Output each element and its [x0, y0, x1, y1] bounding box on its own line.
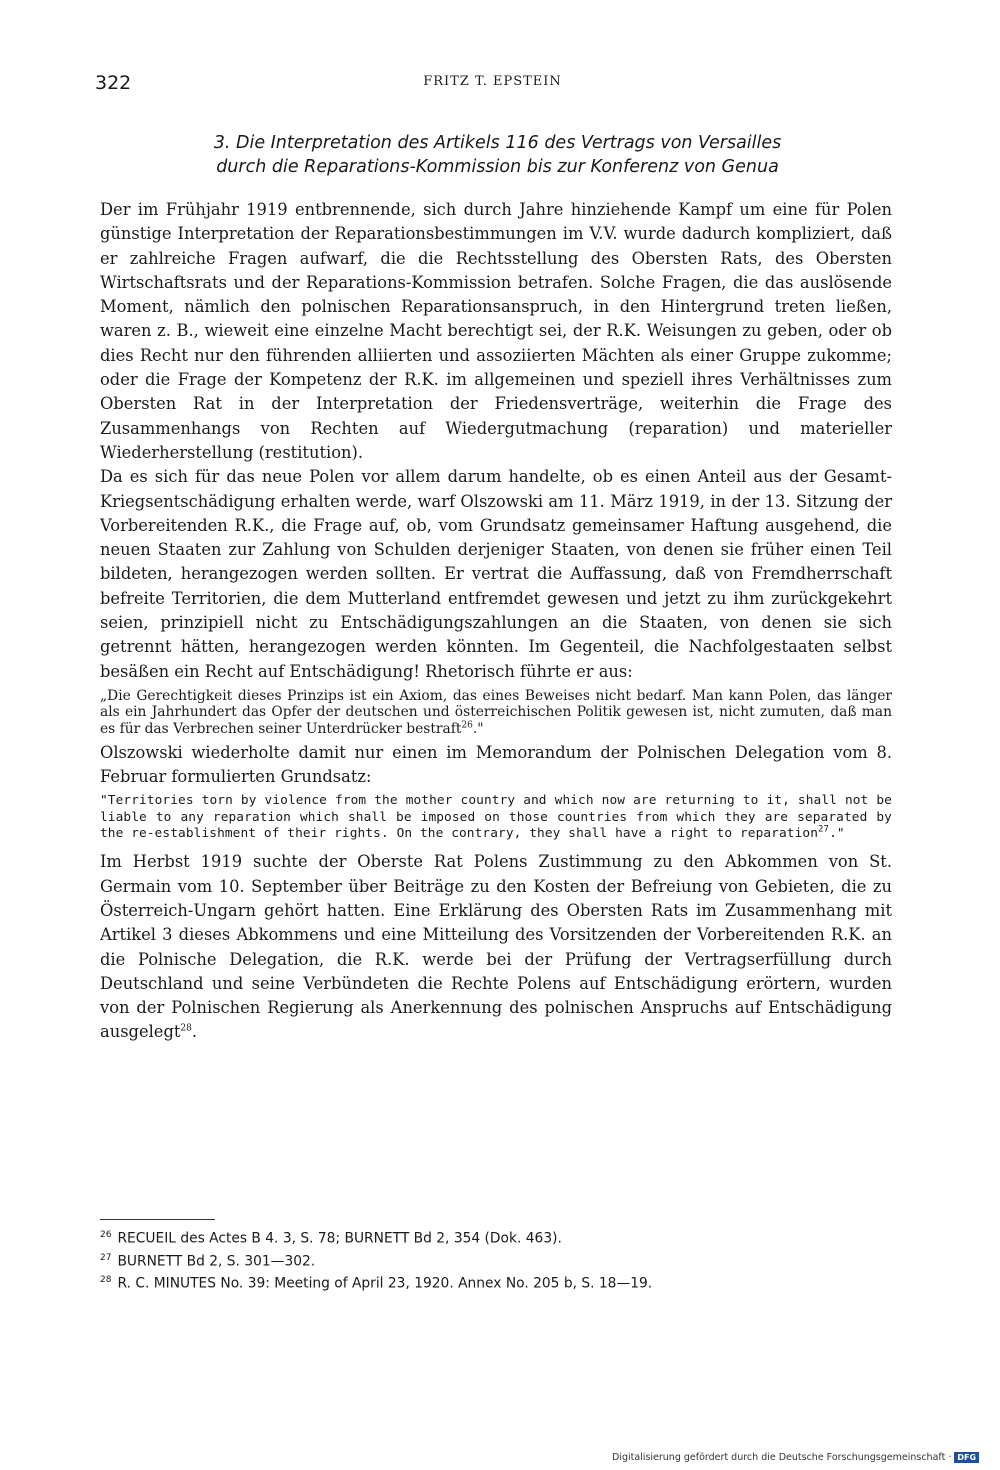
dfg-logo: DFG: [954, 1452, 979, 1463]
quote-2-end: .": [829, 826, 845, 842]
footnote-divider: [100, 1219, 215, 1220]
quote-2-text: "Territories torn by violence from the mother country and which now are returning to it, shall not be liable to any reparation which shall be imposed on those countries from which they are separated by the re-establishment of their rights. On the contrary, they shall have a right to reparation: [100, 793, 892, 842]
paragraph-3: Olszowski wiederholte damit nur einen im Memorandum der Polnischen Delegation vom 8. Februar formulierten Grundsatz:: [100, 742, 892, 787]
footnote-ref-28: 28: [180, 1023, 192, 1034]
footnote-text: R. C. MINUTES No. 39: Meeting of April 23, 1920. Annex No. 205 b, S. 18—19.: [117, 1275, 653, 1292]
funding-text: Digitalisierung gefördert durch die Deutsche Forschungsgemeinschaft ·: [612, 1452, 952, 1463]
paragraph-4-text: Im Herbst 1919 suchte der Oberste Rat Polens Zustimmung zu den Abkommen von St. Germain vom 10. September über Beiträge zu den Kosten der Befreiung von Gebieten, die zu Österreich-Ungarn gehört hatten. Eine Erklärung des Obersten Rats im Zusammenhang mit Artikel 3 dieses Abkommens und eine Mitteilung des Vorsitzenden der Vorbereitenden R.K. an die Polnische Delegation, die R.K. werde bei der Prüfung der Vertragserfüllung durch Deutschland und seine Verbündeten die Rechte Polens auf Entschädigung erörtern, wurden von der Polnischen Regierung als Anerkennung des polnischen Anspruchs auf Entschädigung ausgelegt: [100, 852, 892, 1042]
section-title-line-1: 3. Die Interpretation des Artikels 116 des Vertrags von Versailles: [213, 133, 782, 153]
footnote-number: 26: [100, 1230, 112, 1240]
paragraph-4-end: .: [191, 1022, 198, 1042]
footnote-ref-27: 27: [818, 824, 830, 835]
block-quote-english: [100, 793, 892, 842]
funding-notice: [612, 1452, 979, 1463]
section-title-line-2: durch die Reparations-Kommission bis zur Konferenz von Genua: [216, 157, 779, 177]
block-quote-german: [100, 688, 892, 737]
footnote-text: BURNETT Bd 2, S. 301—302.: [117, 1253, 316, 1270]
quote-1-text: „Die Gerechtigkeit dieses Prinzips ist ein Axiom, das eines Beweises nicht bedarf. Man kann Polen, das länger als ein Jahrhundert das Opfer der deutschen und österreichischen Politik gewesen ist, nicht zumuten, daß man es für das Verbrechen seiner Unterdrücker bestraft: [100, 687, 892, 737]
paragraph-2: Da es sich für das neue Polen vor allem darum handelte, ob es einen Anteil aus der Gesamt-Kriegsentschädigung erhalten werde, warf Olszowski am 11. März 1919, in der 13. Sitzung der Vorbereitenden R.K., die Frage auf, ob, vom Grundsatz gemeinsamer Haftung ausgehend, die neuen Staaten zur Zahlung von Schulden derjeniger Staaten, von denen sie früher einen Teil bildeten, herangezogen werden sollten. Er vertrat die Auffassung, daß von Fremdherrschaft befreite Territorien, die dem Mutterland entfremdet gewesen und jetzt zu ihm zurückgekehrt seien, prinzipiell nicht zu Entschädigungszahlungen an die Staaten, von denen sie sich getrennt hätten, herangezogen werden könnten. Im Gegenteil, die Nachfolgestaaten selbst besäßen ein Recht auf Entschädigung! Rhetorisch führte er aus:: [100, 467, 892, 681]
footnotes: [100, 1226, 890, 1294]
footnote-ref-26: 26: [461, 719, 473, 730]
page-number: 322: [95, 72, 132, 94]
footnote-number: 28: [100, 1275, 112, 1286]
footnote-26: [100, 1226, 890, 1249]
footnote-28: [100, 1271, 890, 1294]
footnote-number: 27: [100, 1252, 112, 1263]
paragraph-4: [100, 850, 892, 1044]
footnote-text: RECUEIL des Actes B 4. 3, S. 78; BURNETT Bd 2, 354 (Dok. 463).: [117, 1230, 562, 1247]
page-header: [95, 72, 890, 98]
running-head: FRITZ T. EPSTEIN: [423, 74, 562, 89]
paragraph-1: Der im Frühjahr 1919 entbrennende, sich durch Jahre hinziehende Kampf um eine für Polen günstige Interpretation der Reparationsbestimmungen im V.V. wurde dadurch kompliziert, daß er zahlreiche Fragen aufwarf, die die Rechtsstellung des Obersten Rats, des Obersten Wirtschaftsrats und der Reparations-Kommission betrafen. Solche Fragen, die das auslösende Moment, nämlich den polnischen Reparationsanspruch, in den Hintergrund treten ließen, waren z. B., wieweit eine einzelne Macht berechtigt sei, der R.K. Weisungen zu geben, oder ob dies Recht nur den führenden alliierten und assoziierten Mächten als einer Gruppe zukomme; oder die Frage der Kompetenz der R.K. im allgemeinen und speziell ihres Verhältnisses zum Obersten Rat in der Interpretation der Friedensverträge, weiterhin die Frage des Zusammenhangs von Rechten auf Wiedergutmachung (reparation) und materieller Wiederherstellung (restitution).: [100, 200, 892, 462]
body-text: [100, 198, 892, 1045]
quote-1-end: .": [472, 720, 484, 737]
section-title: [100, 131, 895, 179]
footnote-27: [100, 1249, 890, 1272]
